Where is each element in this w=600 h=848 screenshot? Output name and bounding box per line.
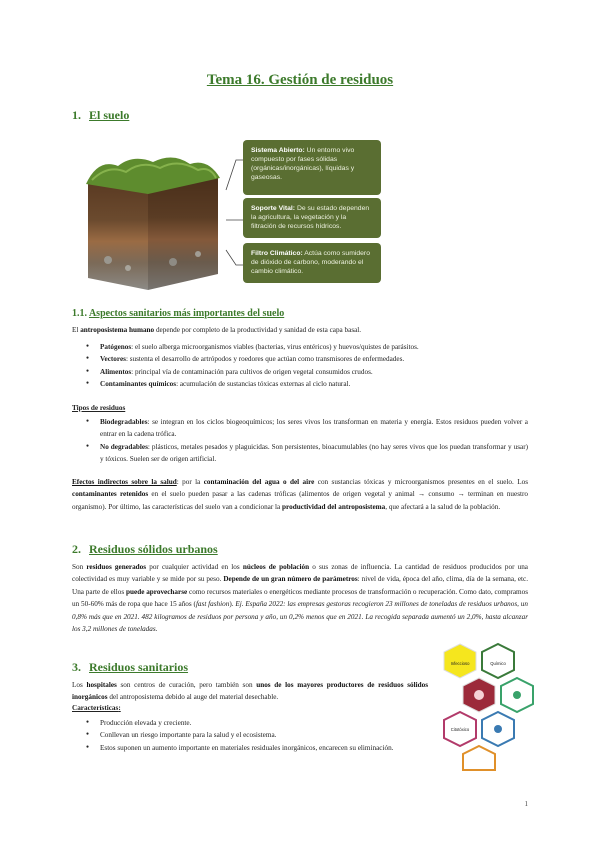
page-title: Tema 16. Gestión de residuos	[206, 72, 394, 88]
sanit-b2: unos de los mayores productores de residuos sólidos inorgánicos	[72, 681, 428, 702]
sanit-b1: hospitales	[86, 681, 117, 689]
hexagon-infeccioso	[444, 644, 476, 678]
rsu-paragraph	[72, 561, 528, 635]
aspects-list	[72, 341, 528, 391]
section-1-1-number: 1.1.	[72, 308, 87, 319]
tipos-heading: Tipos de residuos	[72, 404, 126, 412]
aspect-2-text: : sustenta el desarrollo de artrópodos y roedores que actúan como transmisores de enfermedades.	[125, 355, 405, 364]
rsu-t1: Son	[72, 563, 87, 571]
rsu-b3: Depende de un gran número de parámetros	[223, 575, 358, 584]
efectos-b1: contaminación del agua o del aire	[203, 478, 315, 486]
aspect-1-label: Patógenos	[100, 343, 132, 351]
efectos-b3: productividad del antroposistema	[282, 502, 386, 511]
hexagon-radioactivo	[463, 678, 495, 712]
section-1-1-heading	[72, 308, 284, 319]
tipos-list	[72, 416, 528, 466]
list-item: ● Estos suponen un aumento importante en materiales residuales inorgánicos, encarecen su eliminación.	[72, 742, 428, 754]
aspect-3-text: : principal vía de contaminación para cultivos de origen vegetal consumidos crudos.	[131, 367, 373, 376]
section-1-1-title: Aspectos sanitarios más importantes del suelo	[88, 308, 285, 319]
intro-pre: El	[72, 326, 81, 334]
list-item	[72, 353, 528, 365]
efectos-b2: contaminantes retenidos	[72, 490, 149, 499]
aspect-3-label: Alimentos	[100, 367, 132, 376]
list-item	[72, 441, 528, 466]
rsu-t6: ).	[229, 600, 236, 609]
rsu-b1: residuos generados	[86, 563, 147, 571]
caracteristicas-heading: Características:	[72, 704, 121, 712]
list-item	[72, 366, 528, 378]
section-3-title: Residuos sanitarios	[89, 660, 189, 674]
intro-paragraph	[72, 324, 528, 336]
list-item: ● Producción elevada y creciente.	[72, 717, 428, 729]
info-box-2-label: Soporte Vital:	[251, 205, 296, 212]
sanit-t2: son centros de curación, pero también son	[116, 681, 257, 689]
aspect-4-text: : acumulación de sustancias tóxicas externas al ciclo natural.	[176, 380, 351, 389]
rsu-t4: : nivel de vida, época del año, clima, día de la semana, etc. Una parte de ellos	[72, 575, 528, 596]
list-item	[72, 378, 528, 390]
rsu-t2: por cualquier actividad en los	[146, 563, 243, 571]
aspect-4-label: Contaminantes químicos	[100, 380, 177, 389]
section-2-number: 2.	[72, 542, 81, 556]
rsu-b4: puede aprovecharse	[126, 587, 188, 596]
section-1-title: El suelo	[89, 108, 130, 122]
section-1-heading	[72, 108, 129, 123]
hexagon-citotoxico	[444, 712, 476, 746]
hexagon-citotoxico-label: Citotóxico	[450, 727, 470, 732]
info-box-3-text: Actúa como sumidero de dióxido de carbono, moderando el cambio climático.	[251, 250, 370, 275]
sanit-t3: del antroposistema debido al auge del material desechable.	[107, 693, 279, 702]
efectos-paragraph	[72, 476, 528, 513]
soil-block-illustration	[78, 150, 228, 300]
intro-post: depende por completo de la productividad y sanidad de esta capa basal.	[154, 326, 362, 334]
hexagon-green	[501, 678, 533, 712]
rsu-b2: núcleos de población	[242, 563, 310, 571]
hexagon-quimico	[482, 644, 514, 678]
rsu-t3: o sus zonas de influencia. La cantidad de residuos producidos por una colectividad es muy variable y se mide por su peso.	[72, 563, 528, 584]
tipo-2-text: : plásticos, metales pesados y plaguicidas. Son persistentes, bioacumulables (no hay seres vivos que los puedan transformar y usar) y tóxicos. Suelen ser de origen artificial.	[100, 442, 528, 464]
hexagon-quimico-label: Químico	[490, 661, 506, 666]
section-2-heading	[72, 542, 218, 557]
list-item: ● Conllevan un riesgo importante para la salud y el ecosistema.	[72, 729, 428, 741]
info-box-soporte-vital	[243, 198, 381, 238]
info-box-2-text: De su estado dependen la agricultura, la vegetación y la filtración de recursos hídricos.	[251, 205, 370, 230]
efectos-t2: con sustancias tóxicas y microorganismos presentes en el suelo. Los	[314, 478, 529, 486]
section-1-number: 1.	[72, 108, 81, 122]
efectos-t1: : por la	[176, 478, 204, 486]
tipo-2-label: No degradables	[100, 442, 148, 451]
caracteristicas-list	[72, 717, 428, 754]
sanitarios-paragraph	[72, 679, 428, 704]
info-box-1-label: Sistema Abierto:	[251, 147, 305, 154]
sanit-t1: Los	[72, 681, 87, 689]
list-item	[72, 416, 528, 441]
hexagon-infeccioso-label: Infeccioso	[450, 661, 470, 666]
tipo-1-label: Biodegradables	[100, 418, 148, 426]
aspect-1-text: : el suelo alberga microorganismos viables (bacterias, virus entéricos) y huevos/quistes de parásitos.	[131, 343, 419, 351]
info-box-sistema-abierto	[243, 140, 381, 195]
page-number: 1	[524, 800, 528, 808]
hazard-hexagons-illustration	[436, 640, 536, 772]
rsu-i2: Ej. España 2022: las empresas gestoras recogieron 23 millones de toneladas de residuos urbanos, un 0,8% más que en 2021. 482 kilogramos de residuos por persona y año, un 0,2% menos que en 2021. La recogida separada aumentó un 2,0%, hasta alcanzar los 3,2 millones de toneladas.	[72, 600, 528, 634]
caracteristicas-heading-text: Características	[72, 704, 119, 712]
aspect-2-label: Vectores	[100, 355, 126, 364]
efectos-t4: , que afectará a la salud de la población.	[385, 502, 501, 511]
info-box-filtro-climatico	[243, 243, 381, 283]
efectos-t3: en el suelo pueden pasar a las cadenas tróficas (alimentos de origen vegetal y animal → consumo → terminan en nuestro organismo). Por último, las características del suelo van a condicionar la	[72, 490, 528, 511]
list-item	[72, 341, 528, 353]
efectos-lead: Efectos indirectos sobre la salud	[72, 478, 177, 486]
intro-bold: antroposistema humano	[80, 326, 155, 334]
hexagon-blue	[482, 712, 514, 746]
section-3-heading	[72, 660, 188, 675]
rsu-i1: fast fashion	[195, 600, 230, 609]
info-box-3-label: Filtro Climático:	[251, 250, 303, 257]
hexagon-orange	[463, 746, 495, 770]
tipo-1-text: : se integran en los ciclos biogeoquímicos; los seres vivos los transforman en materia y energía. Estos residuos pueden volver a entrar en la cadena trófica.	[100, 418, 528, 439]
section-3-number: 3.	[72, 660, 81, 674]
section-2-title: Residuos sólidos urbanos	[89, 542, 218, 556]
info-box-1-text: Un entorno vivo compuesto por fases sólidas (orgánicas/inorgánicas), líquidas y gaseosas.	[251, 147, 355, 181]
rsu-t5: como recursos materiales o energéticos mediante procesos de transformación o recuperación. Como dato, compramos un 50-60% más de ropa que hace 15 años (	[72, 587, 528, 609]
